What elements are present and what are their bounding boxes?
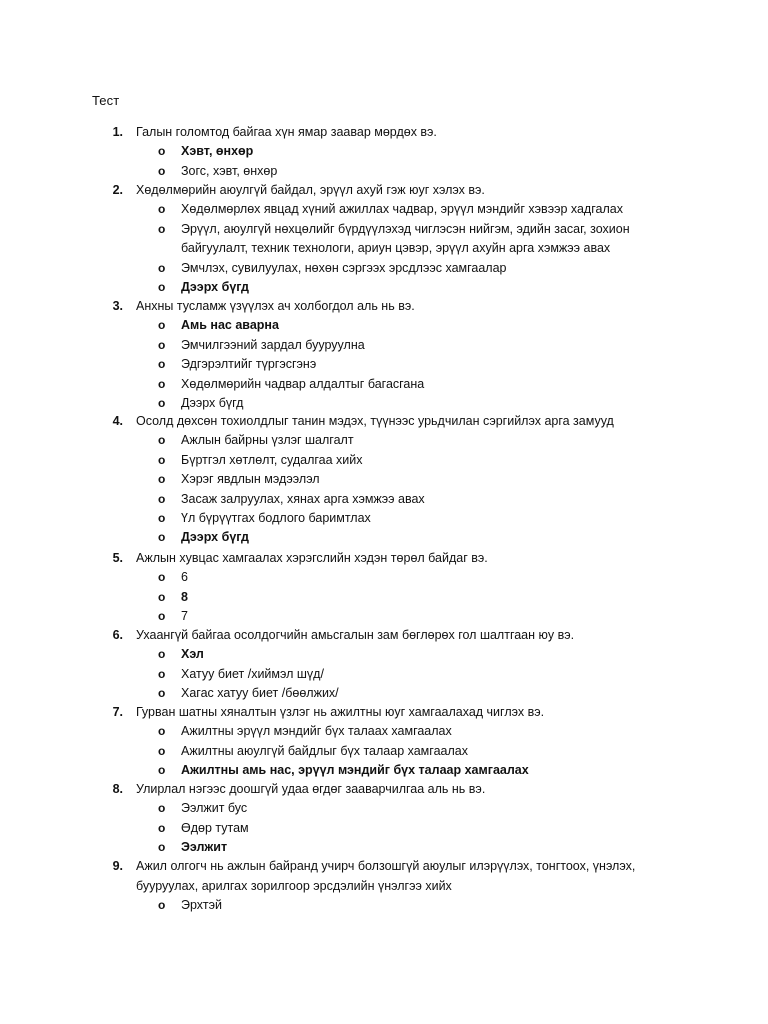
bullet-marker: o xyxy=(158,686,166,701)
question-text: Улирлал нэгээс доошгүй удаа өгдөг зааварчилгаа аль нь вэ. xyxy=(136,782,486,796)
question-text: Ажлын хувцас хамгаалах хэрэгслийн хэдэн төрөл байдаг вэ. xyxy=(136,551,488,565)
bullet-marker: o xyxy=(158,357,166,372)
bullet-marker: o xyxy=(158,840,166,855)
answer-option-text: Дээрх бүгд xyxy=(181,530,249,545)
answer-option-text: Хатуу биет /хиймэл шүд/ xyxy=(181,666,324,681)
answer-option-text: Хэвт, өнхөр xyxy=(181,144,254,159)
bullet-marker: o xyxy=(158,763,166,778)
answer-option-text: Ээлжит xyxy=(181,840,228,855)
answer-option-text: Өдөр тутам xyxy=(181,820,249,835)
answer-option-text: Ажилтны аюулгүй байдлыг бүх талаар хамгаалах xyxy=(181,743,468,758)
question-number: 9. xyxy=(112,859,123,873)
question-text: Ажил олгогч нь ажлын байранд учирч болзошгүй аюулыг илэрүүлэх, тонгтоох, үнэлэх, бууруулах, арилгах зорилгоор эрсдэлийн үнэлгээ хийх xyxy=(136,859,636,893)
answer-option-text: 7 xyxy=(181,609,188,624)
answer-option-text: Бүртгэл хөтлөлт, судалгаа хийх xyxy=(181,452,363,467)
answer-option-text: Дээрх бүгд xyxy=(181,396,244,410)
answer-option-text: Хэрэг явдлын мэдээлэл xyxy=(181,472,320,487)
answer-option-text: Амь нас аварна xyxy=(181,318,279,333)
answer-option-text: Засаж залруулах, хянах арга хэмжээ авах xyxy=(181,491,425,506)
answer-option-text: Эрхтэй xyxy=(181,897,222,912)
answer-option-text: Ажилтны амь нас, эрүүл мэндийг бүх талаар хамгаалах xyxy=(181,763,529,778)
question-text: Осолд дөхсөн тохиолдлыг танин мэдэх, түүнээс урьдчилан сэргийлэх арга замууд xyxy=(136,414,614,428)
answer-option-text: Дээрх бүгд xyxy=(181,280,249,294)
bullet-marker: o xyxy=(158,144,166,159)
question-text: Анхны тусламж үзүүлэх ач холбогдол аль нь вэ. xyxy=(136,299,415,313)
question-number: 2. xyxy=(112,183,123,197)
bullet-marker: o xyxy=(158,163,166,178)
bullet-marker: o xyxy=(158,396,166,410)
bullet-marker: o xyxy=(158,376,166,391)
answer-option-text: Хөдөлмөрийн чадвар алдалтыг багасгана xyxy=(181,376,425,391)
bullet-marker: o xyxy=(158,472,166,487)
question-number: 1. xyxy=(112,125,123,139)
bullet-marker: o xyxy=(158,491,166,506)
answer-option-text: Хэл xyxy=(181,647,204,662)
bullet-marker: o xyxy=(158,724,166,739)
answer-option-text: Хөдөлмөрлөх явцад хүний ажиллах чадвар, эрүүл мэндийг хэвээр хадгалах xyxy=(181,202,623,217)
document-title: Тест xyxy=(92,93,120,108)
bullet-marker: o xyxy=(158,260,166,275)
question-text: Галын голомтод байгаа хүн ямар заавар мөрдөх вэ. xyxy=(136,125,437,139)
bullet-marker: o xyxy=(158,897,166,912)
bullet-marker: o xyxy=(158,280,166,294)
bullet-marker: o xyxy=(158,589,166,604)
bullet-marker: o xyxy=(158,221,166,236)
bullet-marker: o xyxy=(158,820,166,835)
answer-option-text: 6 xyxy=(181,570,188,585)
question-text: Ухаангүй байгаа осолдогчийн амьсгалын зам бөглөрөх гол шалтгаан юу вэ. xyxy=(136,628,575,642)
answer-option-text: Эмчилгээний зардал бууруулна xyxy=(181,337,365,352)
bullet-marker: o xyxy=(158,609,166,624)
question-text: Хөдөлмөрийн аюулгүй байдал, эрүүл ахуй гэж юуг хэлэх вэ. xyxy=(136,183,485,197)
answer-option-text: Ээлжит бус xyxy=(181,801,248,816)
question-number: 3. xyxy=(112,299,123,313)
answer-option-text: Зогс, хэвт, өнхөр xyxy=(181,163,278,178)
bullet-marker: o xyxy=(158,433,166,448)
answer-option-text: Ажилтны эрүүл мэндийг бүх талаах хамгаалах xyxy=(181,724,452,739)
answer-option-text: Эдгэрэлтийг түргэсгэнэ xyxy=(181,357,317,372)
bullet-marker: o xyxy=(158,743,166,758)
question-number: 6. xyxy=(112,628,123,642)
answer-option-text: Эмчлэх, сувилуулах, нөхөн сэргээх эрсдлээс хамгаалар xyxy=(181,260,507,275)
answer-option-text: Ажлын байрны үзлэг шалгалт xyxy=(181,433,354,448)
question-number: 8. xyxy=(112,782,123,796)
bullet-marker: o xyxy=(158,511,166,525)
bullet-marker: o xyxy=(158,570,166,585)
bullet-marker: o xyxy=(158,202,166,217)
question-text: Гурван шатны хяналтын үзлэг нь ажилтны юуг хамгаалахад чиглэх вэ. xyxy=(136,705,545,719)
question-number: 4. xyxy=(112,414,123,428)
answer-option-text: Үл бүрүүтгах бодлого баримтлах xyxy=(181,511,371,525)
question-number: 5. xyxy=(112,551,123,565)
answer-option-text: Эрүүл, аюулгүй нөхцөлийг бүрдүүлэхэд чиглэсэн нийгэм, эдийн засаг, зохион байгуулалт, техник технологи, ариун цэвэр, эрүүл ахуйн арга хэмжээ авах xyxy=(181,221,630,256)
bullet-marker: o xyxy=(158,801,166,816)
bullet-marker: o xyxy=(158,452,166,467)
bullet-marker: o xyxy=(158,318,166,333)
question-number: 7. xyxy=(112,705,123,719)
bullet-marker: o xyxy=(158,666,166,681)
bullet-marker: o xyxy=(158,647,166,662)
bullet-marker: o xyxy=(158,530,166,545)
bullet-marker: o xyxy=(158,337,166,352)
answer-option-text: 8 xyxy=(181,589,188,604)
answer-option-text: Хагас хатуу биет /бөөлжих/ xyxy=(181,686,339,701)
